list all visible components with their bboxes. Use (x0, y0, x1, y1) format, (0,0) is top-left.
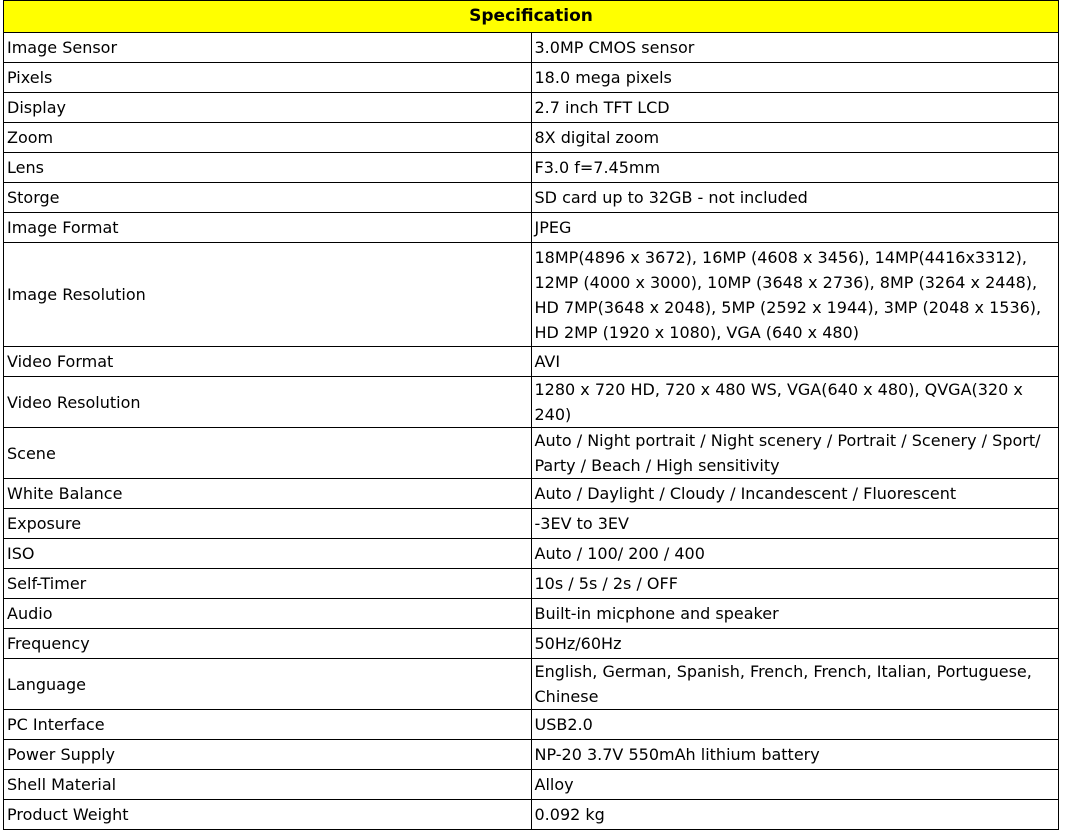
spec-value: 8X digital zoom (531, 123, 1059, 153)
table-row (4, 93, 1059, 123)
table-row (4, 710, 1059, 740)
spec-label: White Balance (4, 479, 532, 509)
spec-label: Zoom (4, 123, 532, 153)
spec-value: 18.0 mega pixels (531, 63, 1059, 93)
spec-value: JPEG (531, 213, 1059, 243)
table-row (4, 213, 1059, 243)
table-row (4, 123, 1059, 153)
spec-value: USB2.0 (531, 710, 1059, 740)
table-row (4, 770, 1059, 800)
table-row (4, 659, 1059, 710)
table-row (4, 569, 1059, 599)
spec-value: Auto / 100/ 200 / 400 (531, 539, 1059, 569)
spec-label: Pixels (4, 63, 532, 93)
spec-label: Image Sensor (4, 33, 532, 63)
table-row (4, 800, 1059, 830)
spec-label: Power Supply (4, 740, 532, 770)
spec-value: 18MP(4896 x 3672), 16MP (4608 x 3456), 14MP(4416x3312), 12MP (4000 x 3000), 10MP (3648 x 2736), 8MP (3264 x 2448), HD 7MP(3648 x 2048), 5MP (2592 x 1944), 3MP (2048 x 1536), HD 2MP (1920 x 1080), VGA (640 x 480) (531, 243, 1059, 347)
spec-value: Auto / Daylight / Cloudy / Incandescent / Fluorescent (531, 479, 1059, 509)
spec-label: Self-Timer (4, 569, 532, 599)
table-row (4, 377, 1059, 428)
spec-label: Audio (4, 599, 532, 629)
spec-value: 3.0MP CMOS sensor (531, 33, 1059, 63)
spec-label: Exposure (4, 509, 532, 539)
table-row (4, 479, 1059, 509)
table-row (4, 153, 1059, 183)
spec-value: English, German, Spanish, French, French, Italian, Portuguese, Chinese (531, 659, 1059, 710)
spec-label: Video Format (4, 347, 532, 377)
spec-label: Display (4, 93, 532, 123)
spec-label: Image Resolution (4, 243, 532, 347)
spec-label: Shell Material (4, 770, 532, 800)
spec-label: Frequency (4, 629, 532, 659)
spec-table (3, 0, 1059, 830)
spec-label: Language (4, 659, 532, 710)
table-row (4, 33, 1059, 63)
table-row (4, 740, 1059, 770)
spec-label: Video Resolution (4, 377, 532, 428)
table-row (4, 243, 1059, 347)
spec-value: Alloy (531, 770, 1059, 800)
spec-value: 1280 x 720 HD, 720 x 480 WS, VGA(640 x 480), QVGA(320 x 240) (531, 377, 1059, 428)
spec-value: Built-in micphone and speaker (531, 599, 1059, 629)
table-row (4, 599, 1059, 629)
spec-value: -3EV to 3EV (531, 509, 1059, 539)
spec-label: Product Weight (4, 800, 532, 830)
spec-label: Storge (4, 183, 532, 213)
spec-label: Scene (4, 428, 532, 479)
spec-label: ISO (4, 539, 532, 569)
table-row (4, 63, 1059, 93)
spec-value: 2.7 inch TFT LCD (531, 93, 1059, 123)
table-row (4, 539, 1059, 569)
spec-label: Lens (4, 153, 532, 183)
spec-value: SD card up to 32GB - not included (531, 183, 1059, 213)
spec-value: F3.0 f=7.45mm (531, 153, 1059, 183)
spec-label: PC Interface (4, 710, 532, 740)
header-row (4, 1, 1059, 33)
table-row (4, 629, 1059, 659)
table-row (4, 347, 1059, 377)
spec-value: NP-20 3.7V 550mAh lithium battery (531, 740, 1059, 770)
spec-value: Auto / Night portrait / Night scenery / Portrait / Scenery / Sport/ Party / Beach / High sensitivity (531, 428, 1059, 479)
spec-value: 50Hz/60Hz (531, 629, 1059, 659)
spec-value: AVI (531, 347, 1059, 377)
spec-title: Specification (4, 1, 1059, 33)
spec-label: Image Format (4, 213, 532, 243)
spec-value: 0.092 kg (531, 800, 1059, 830)
table-row (4, 183, 1059, 213)
table-row (4, 428, 1059, 479)
table-row (4, 509, 1059, 539)
spec-value: 10s / 5s / 2s / OFF (531, 569, 1059, 599)
